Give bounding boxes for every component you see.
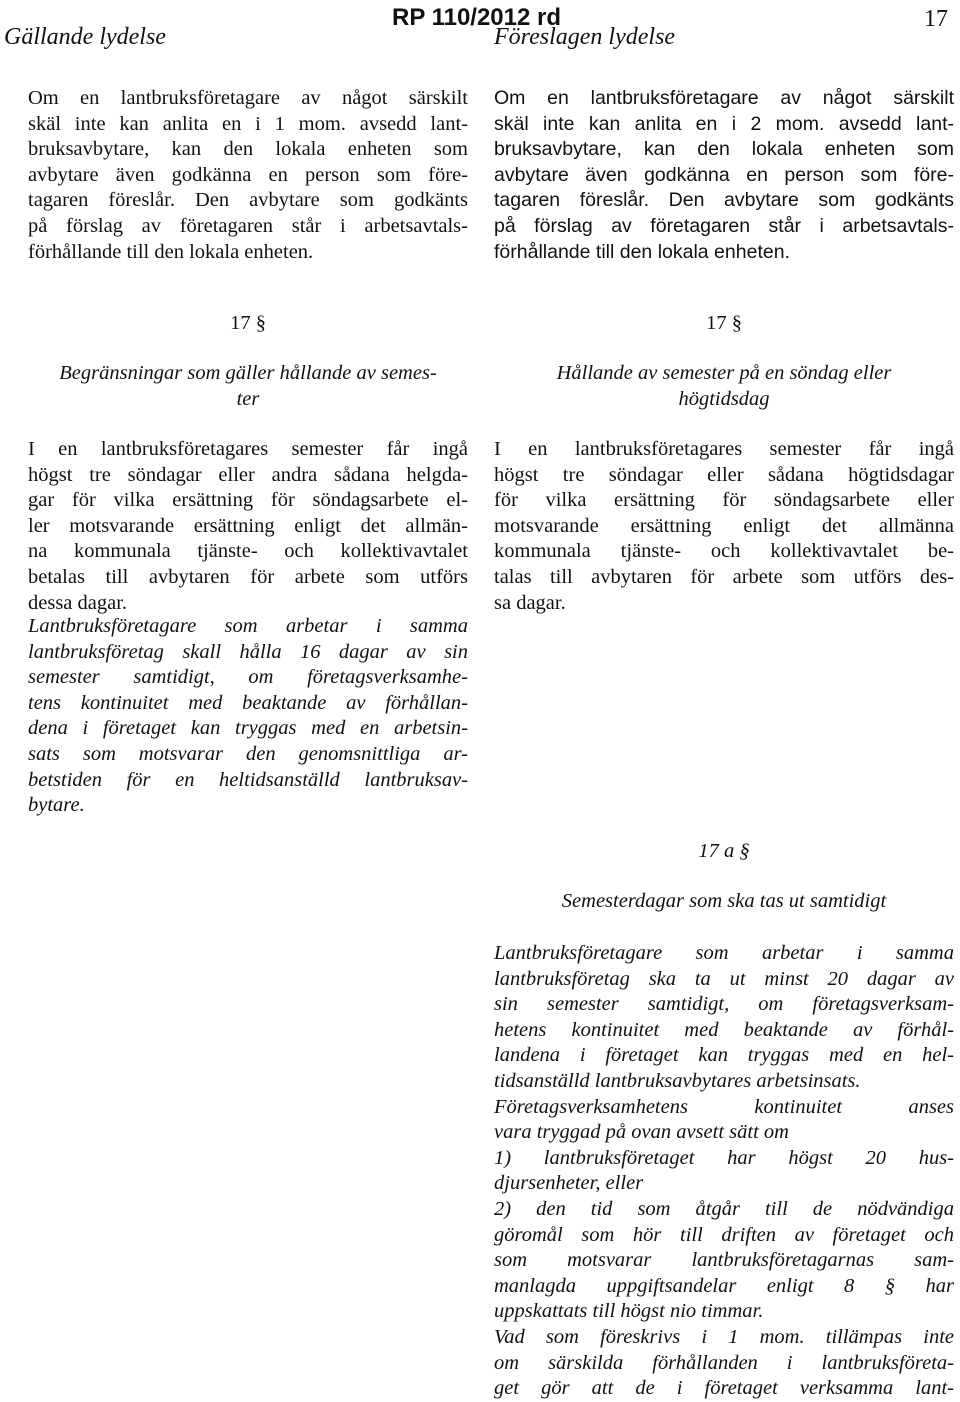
text-line: lantbruksföretag skall hålla 16 dagar av sin (28, 640, 468, 663)
right-section-2-heading: Semesterdagar som ska tas ut samtidigt (561, 890, 887, 912)
text-line: I en lantbruksföretagares semester får ingå (28, 438, 468, 460)
text-line: betalas till avbytaren för arbete som utförs (28, 565, 468, 588)
text-line: na kommunala tjänste- och kollektivavtalet (28, 540, 468, 563)
text-line: djursenheter, eller (494, 1172, 644, 1195)
text-line: landena i företaget kan tryggas med en hel- (494, 1044, 954, 1067)
text-line: vara tryggad på ovan avsett sätt om (494, 1121, 789, 1144)
text-line: avbytare även godkänna en person som före- (28, 163, 468, 186)
page-number: 17 (924, 6, 948, 32)
header-right-label: Föreslagen lydelse (494, 24, 676, 50)
text-line: högst tre söndagar eller sådana högtidsdagar (494, 463, 954, 486)
right-top-paragraph (494, 86, 954, 265)
right-section-heading (494, 361, 954, 412)
text-line: 2) den tid som åtgår till de nödvändiga (494, 1197, 954, 1220)
text-line: som motsvarar lantbruksföretagarnas sam- (494, 1249, 954, 1272)
text-line: sats som motsvarar den genomsnittliga ar- (28, 742, 468, 765)
text-line: tagaren föreslår. Den avbytare som godkänts (28, 189, 468, 212)
left-section-number: 17 § (230, 312, 266, 334)
text-line: sin semester samtidigt, om företagsverksam- (494, 993, 954, 1016)
text-line: gar för vilka ersättning för söndagsarbete el- (28, 489, 468, 512)
text-line: bytare. (28, 794, 85, 817)
text-line: get gör att de i företaget verksamma lant- (494, 1377, 954, 1400)
left-section-heading (28, 361, 468, 412)
text-line: Om en lantbruksföretagare av något särskilt (28, 87, 468, 109)
text-line: på förslag av företagaren står i arbetsavtals- (28, 214, 468, 237)
text-line: talas till avbytaren för arbete som utförs des- (494, 565, 954, 588)
text-line: dena i företaget kan tryggas med en arbetsin- (28, 717, 468, 740)
text-line: motsvarande ersättning enligt det allmänna (494, 514, 954, 537)
right-section-number: 17 § (706, 312, 742, 334)
text-line: kommunala tjänste- och kollektivavtalet be- (494, 540, 954, 563)
text-line: Företagsverksamhetens kontinuitet anses (494, 1095, 954, 1118)
text-line: bruksavbytare, kan den lokala enheten som (28, 138, 468, 161)
left-top-paragraph (28, 86, 468, 265)
document-id: RP 110/2012 rd (392, 4, 562, 31)
right-section-2-number: 17 a § (698, 840, 750, 862)
left-paragraph-1 (28, 437, 468, 616)
text-line: manlagda uppgiftsandelar enligt 8 § har (494, 1274, 954, 1297)
text-line: avbytare även godkänna en person som före- (494, 163, 954, 186)
text-line: bruksavbytare, kan den lokala enheten som (494, 138, 954, 161)
header-left-label: Gällande lydelse (4, 24, 166, 50)
text-line: om särskilda förhållanden i lantbruksföreta- (494, 1351, 954, 1374)
right-paragraph-2 (494, 941, 954, 1402)
heading-line: ter (236, 387, 260, 410)
heading-line: Hållande av semester på en söndag eller (556, 362, 892, 384)
text-line: på förslag av företagaren står i arbetsavtals- (494, 214, 954, 237)
text-line: dessa dagar. (28, 591, 128, 614)
text-line: tagaren föreslår. Den avbytare som godkänts (494, 189, 954, 212)
text-line: lantbruksföretag ska ta ut minst 20 dagar av (494, 967, 954, 990)
text-line: tens kontinuitet med beaktande av förhållan- (28, 691, 468, 714)
text-line: tidsanställd lantbruksavbytares arbetsinsats. (494, 1069, 861, 1092)
text-line: förhållande till den lokala enheten. (494, 240, 790, 263)
text-line: 1) lantbruksföretaget har högst 20 hus- (494, 1146, 954, 1169)
text-line: förhållande till den lokala enheten. (28, 240, 314, 263)
text-line: ler motsvarande ersättning enligt det allmän- (28, 514, 468, 537)
text-line: göromål som hör till driften av företaget och (494, 1223, 954, 1246)
text-line: högst tre söndagar eller andra sådana helgda- (28, 463, 468, 486)
text-line: hetens kontinuitet med beaktande av förhål- (494, 1018, 954, 1041)
right-paragraph-1 (494, 437, 954, 616)
text-line: betstiden för en heltidsanställd lantbruksav- (28, 768, 468, 791)
text-line: uppskattats till högst nio timmar. (494, 1300, 764, 1323)
text-line: Vad som föreskrivs i 1 mom. tillämpas inte (494, 1325, 954, 1348)
text-line: Lantbruksföretagare som arbetar i samma (494, 942, 954, 964)
text-line: semester samtidigt, om företagsverksamhe- (28, 666, 468, 689)
heading-line: högtidsdag (678, 387, 770, 410)
text-line: Lantbruksföretagare som arbetar i samma (28, 615, 468, 637)
text-line: Om en lantbruksföretagare av något särskilt (494, 87, 954, 109)
text-line: för vilka ersättning för söndagsarbete eller (494, 489, 954, 512)
text-line: sa dagar. (494, 591, 566, 614)
text-line: I en lantbruksföretagares semester får ingå (494, 438, 954, 460)
left-paragraph-2 (28, 614, 468, 819)
text-line: skäl inte kan anlita en i 1 mom. avsedd lant- (28, 112, 468, 135)
text-line: skäl inte kan anlita en i 2 mom. avsedd lant- (494, 112, 954, 135)
heading-line: Begränsningar som gäller hållande av semes- (59, 362, 437, 384)
